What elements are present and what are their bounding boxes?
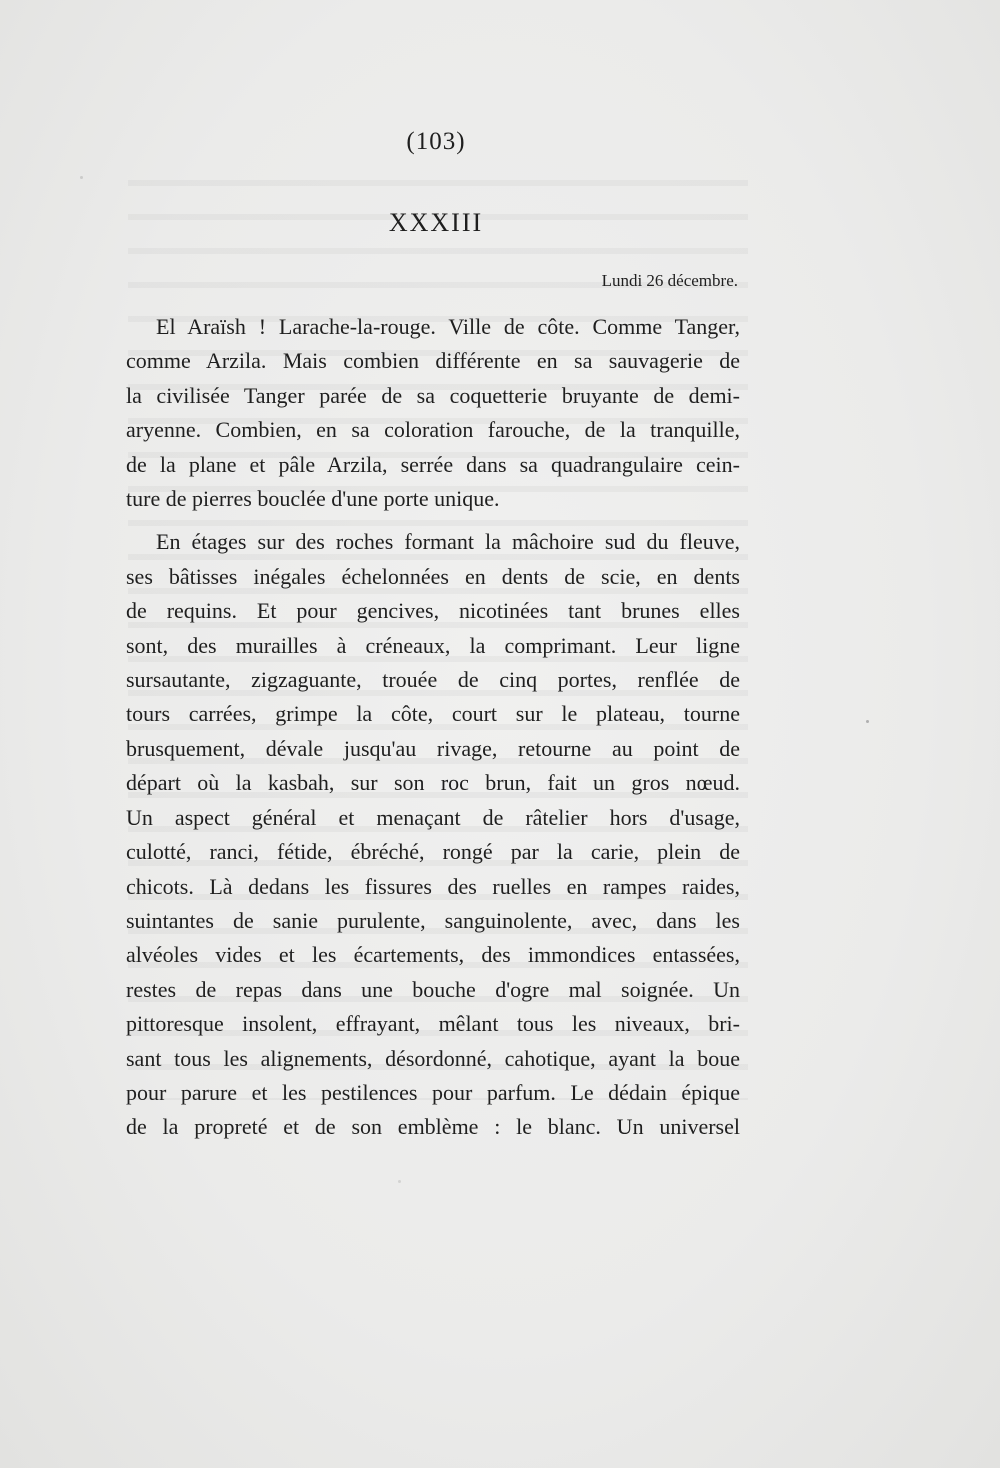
text-line: chicots. Là dedans les fissures des ruelles en rampes raides,	[126, 873, 740, 899]
text-line: alvéoles vides et les écartements, des immondices entassées,	[126, 942, 740, 968]
text-line: sont, des murailles à créneaux, la comprimant. Leur ligne	[126, 632, 740, 658]
text-line: pour parure et les pestilences pour parfum. Le dédain épique	[126, 1079, 740, 1105]
dateline: Lundi 26 décembre.	[601, 271, 738, 290]
text-line: El Araïsh ! Larache-la-rouge. Ville de côte. Comme Tanger,	[156, 314, 740, 339]
chapter-heading: XXXIII	[388, 208, 484, 237]
text-line: Un aspect général et menaçant de râtelier hors d'usage,	[126, 804, 740, 830]
text-line: sant tous les alignements, désordonné, cahotique, ayant la boue	[126, 1045, 740, 1071]
text-line: de requins. Et pour gencives, nicotinées tant brunes elles	[126, 598, 740, 624]
paragraph	[126, 310, 740, 516]
text-line: ture de pierres bouclée d'une porte unique.	[126, 486, 500, 512]
body-text	[126, 310, 740, 1145]
paper-speck	[80, 176, 83, 179]
text-line: de la propreté et de son emblème : le blanc. Un universel	[126, 1114, 740, 1140]
text-line: En étages sur des roches formant la mâchoire sud du fleuve,	[156, 529, 740, 555]
text-line: culotté, ranci, fétide, ébréché, rongé par la carie, plein de	[126, 839, 740, 865]
paper-speck	[866, 720, 869, 723]
text-line: tours carrées, grimpe la côte, court sur le plateau, tourne	[126, 701, 740, 727]
text-line: de la plane et pâle Arzila, serrée dans sa quadrangulaire cein-	[126, 451, 740, 477]
paper-speck	[398, 1180, 401, 1183]
text-line: pittoresque insolent, effrayant, mêlant tous les niveaux, bri-	[126, 1011, 740, 1037]
text-line: la civilisée Tanger parée de sa coquetterie bruyante de demi-	[126, 382, 740, 408]
text-line: restes de repas dans une bouche d'ogre mal soignée. Un	[126, 976, 740, 1002]
text-line: comme Arzila. Mais combien différente en sa sauvagerie de	[126, 348, 740, 374]
page-number: (103)	[406, 128, 466, 155]
paragraph	[126, 525, 740, 1144]
text-line: aryenne. Combien, en sa coloration farouche, de la tranquille,	[126, 417, 740, 443]
text-line: départ où la kasbah, sur son roc brun, fait un gros nœud.	[126, 770, 740, 796]
text-line: suintantes de sanie purulente, sanguinolente, avec, dans les	[126, 907, 740, 933]
text-line: brusquement, dévale jusqu'au rivage, retourne au point de	[126, 735, 740, 761]
text-line: ses bâtisses inégales échelonnées en dents de scie, en dents	[126, 563, 740, 589]
text-line: sursautante, zigzaguante, trouée de cinq portes, renflée de	[126, 667, 740, 693]
